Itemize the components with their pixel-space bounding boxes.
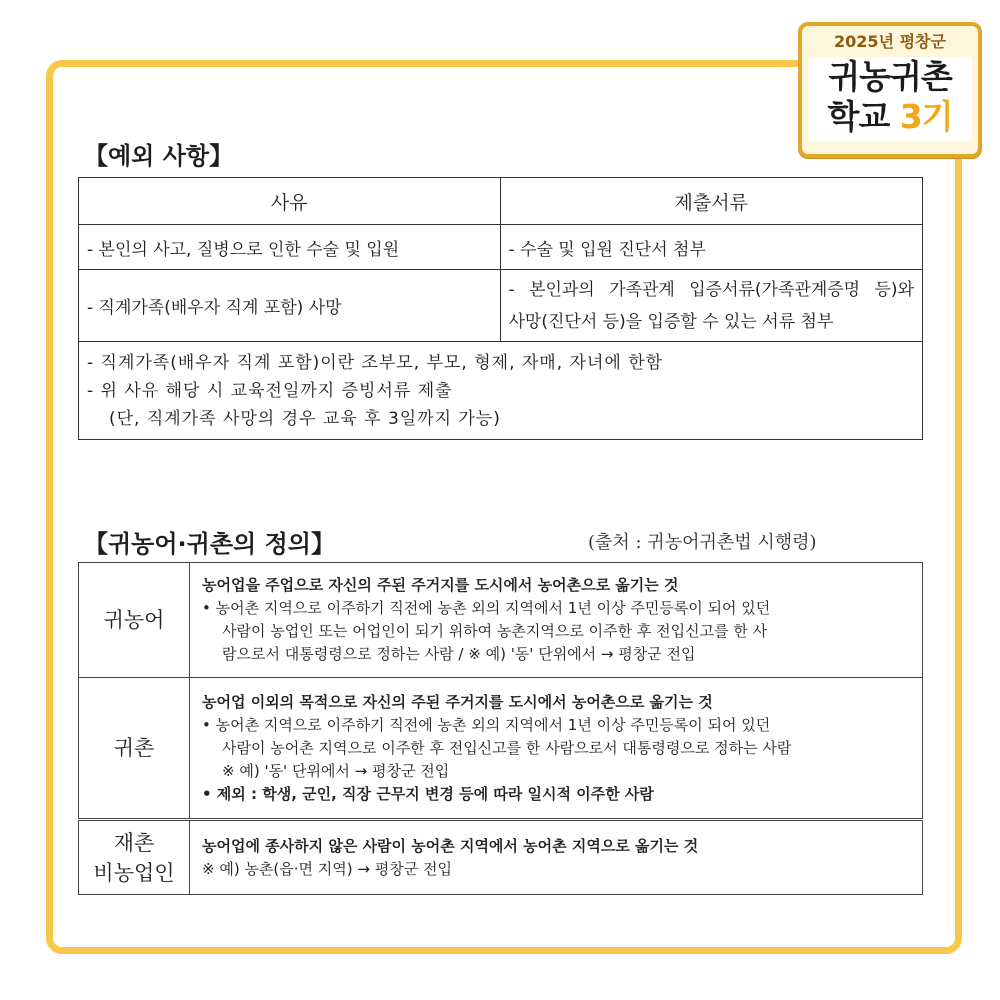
definition-cell [190,820,923,895]
document-line: 사망(진단서 등)을 입증할 수 있는 서류 첨부 [508,311,834,332]
term-label: 재촌 [113,830,155,855]
definition-summary: 농어업을 주업으로 자신의 주된 주거지를 도시에서 농어촌으로 옮기는 것 [202,576,679,594]
header-documents: 제출서류 [500,178,923,225]
document-cell [500,270,923,342]
definition-summary: 농어업 이외의 목적으로 자신의 주된 주거지를 도시에서 농어촌으로 옮기는 것 [202,692,713,711]
reason-cell: - 직계가족(배우자 직계 포함) 사망 [79,270,501,342]
reason-cell: - 본인의 사고, 질병으로 인한 수술 및 입원 [79,225,501,270]
badge-title [808,57,972,141]
header-reason: 사유 [79,178,501,225]
badge-year: 2025년 평창군 [834,32,946,51]
term-cell [79,563,190,678]
table-row [79,678,923,820]
definition-line: ※ 예) 농촌(읍·면 지역) → 평창군 전입 [202,859,452,878]
definitions-title: 【귀농어·귀촌의 정의】 [84,530,335,558]
definition-line: • 농어촌 지역으로 이주하기 직전에 농촌 외의 지역에서 1년 이상 주민등록이 되어 있던 [202,715,771,734]
exceptions-title: 【예외 사항】 [84,142,234,170]
definition-exclusion: • 제외 : 학생, 군인, 직장 근무지 변경 등에 따라 일시적 이주한 사람 [202,784,654,803]
definition-line: ※ 예) '동' 단위에서 → 평창군 전입 [222,761,450,780]
table-row [79,820,923,895]
note-line: - 위 사유 해당 시 교육전일까지 증빙서류 제출 [87,380,453,401]
definition-summary: 농어업에 종사하지 않은 사람이 농어촌 지역에서 농어촌 지역으로 옮기는 것 [202,836,699,855]
program-badge [798,22,982,158]
table-row [79,225,923,270]
table-row [79,563,923,678]
note-line: (단, 직계가족 사망의 경우 교육 후 3일까지 가능) [109,408,501,429]
definitions-table [78,562,923,895]
badge-line2-text: 학교 [827,97,890,136]
badge-line2 [808,97,972,137]
source-note: (출처 : 귀농어귀촌법 시행령) [588,532,817,553]
document-cell: - 수술 및 입원 진단서 첨부 [500,225,923,270]
badge-line1: 귀농귀촌 [828,57,952,96]
exceptions-table [78,177,923,440]
table-row [79,270,923,342]
table-header-row [79,178,923,225]
notes-row [79,342,923,440]
definition-cell [190,563,923,678]
term-cell [79,678,190,820]
term-cell [79,820,190,895]
notes-cell [79,342,923,440]
term-label: 비농업인 [93,860,175,885]
definition-cell [190,678,923,820]
definition-line: 사람이 농업인 또는 어업인이 되기 위하여 농촌지역으로 이주한 후 전입신고를 한 사 [222,622,768,640]
term-label: 귀농어 [103,608,165,632]
term-label: 귀촌 [113,736,155,760]
note-line: - 직계가족(배우자 직계 포함)이란 조부모, 부모, 형제, 자매, 자녀에 한함 [87,352,664,373]
document-line: - 본인과의 가족관계 입증서류(가족관계증명 등)와 [508,279,914,300]
definition-line: 람으로서 대통령령으로 정하는 사람 / ※ 예) '동' 단위에서 → 평창군 전입 [222,645,696,663]
definition-line: • 농어촌 지역으로 이주하기 직전에 농촌 외의 지역에서 1년 이상 주민등록이 되어 있던 [202,599,771,617]
badge-number: 3기 [899,97,953,136]
definition-line: 사람이 농어촌 지역으로 이주한 후 전입신고를 한 사람으로서 대통령령으로 정하는 사람 [222,738,792,757]
